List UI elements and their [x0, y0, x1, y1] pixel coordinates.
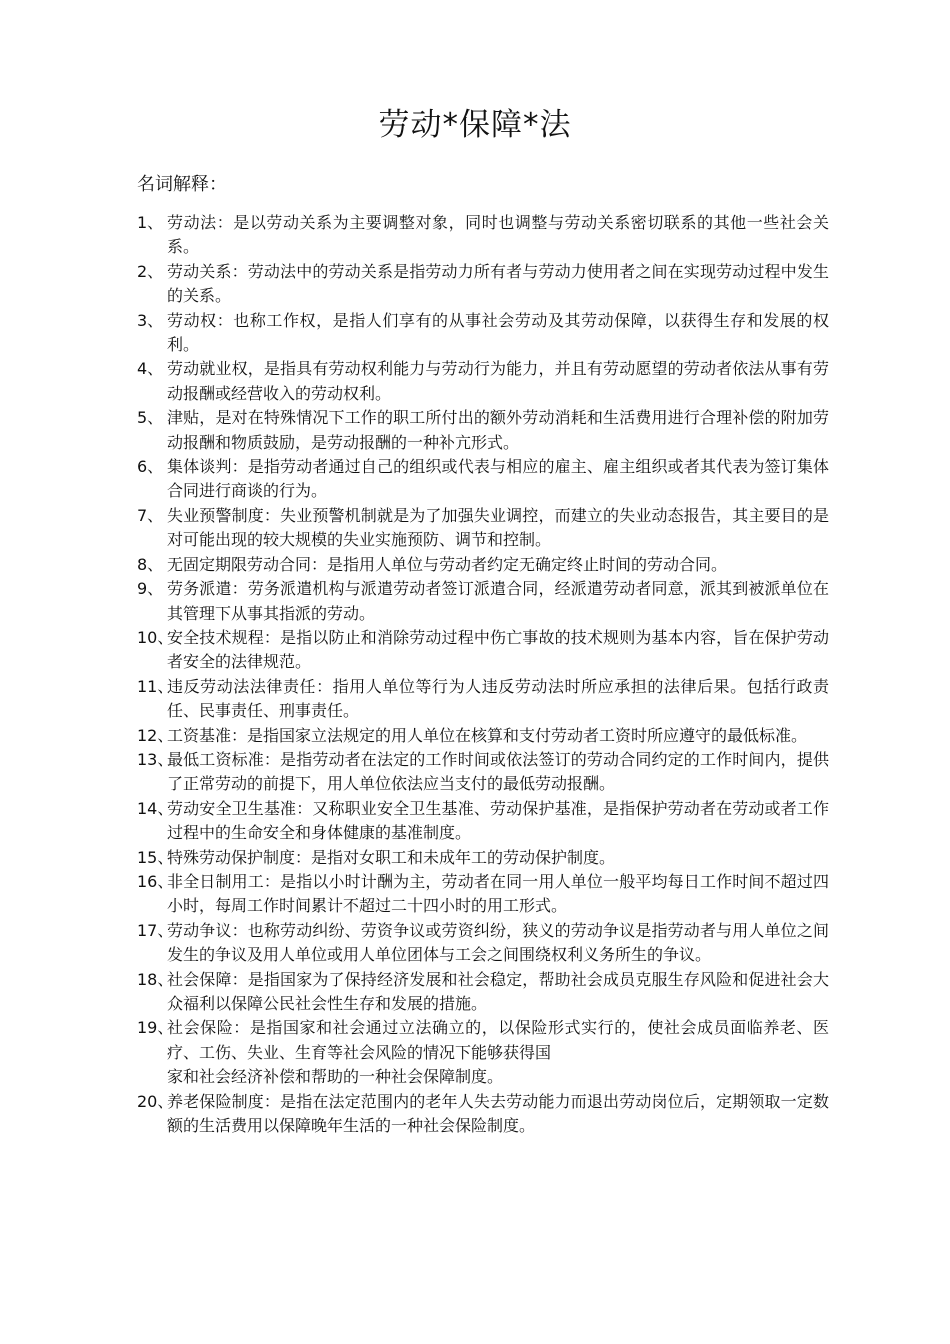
item-text: 社会保险：是指国家和社会通过立法确立的，以保险形式实行的，使社会成员面临养老、医疗、工伤、失业、生育等社会风险的情况下能够获得国: [167, 1018, 829, 1062]
document-title: 劳动*保障*法: [378, 107, 572, 143]
list-item: [137, 748, 829, 797]
list-item: [137, 626, 829, 675]
list-item: [137, 1016, 829, 1089]
item-text: 失业预警制度：失业预警机制就是为了加强失业调控，而建立的失业动态报告，其主要目的是对可能出现的较大规模的失业实施预防、调节和控制。: [167, 505, 829, 550]
item-text: 安全技术规程：是指以防止和消除劳动过程中伤亡事故的技术规则为基本内容，旨在保护劳动者安全的法律规范。: [167, 627, 829, 672]
item-text: 劳动就业权，是指具有劳动权利能力与劳动行为能力，并且有劳动愿望的劳动者依法从事有劳动报酬或经营收入的劳动权利。: [167, 359, 829, 403]
list-item: [137, 870, 829, 919]
item-text: 工资基准：是指国家立法规定的用人单位在核算和支付劳动者工资时所应遵守的最低标准。: [167, 725, 808, 745]
item-number: 17、: [137, 920, 174, 940]
item-number: 19、: [137, 1018, 174, 1038]
list-item: [137, 309, 829, 358]
list-item: [137, 504, 829, 553]
item-text: 劳动权：也称工作权，是指人们享有的从事社会劳动及其劳动保障，以获得生存和发展的权利。: [167, 310, 829, 355]
list-item: [137, 455, 829, 504]
item-text: 劳动争议：也称劳动纠纷、劳资争议或劳资纠纷，狭义的劳动争议是指劳动者与用人单位之间发生的争议及用人单位或用人单位团体与工会之间围绕权利义务所生的争议。: [167, 920, 829, 965]
item-text: 劳动安全卫生基准：又称职业安全卫生基准、劳动保护基准，是指保护劳动者在劳动或者工作过程中的生命安全和身体健康的基准制度。: [167, 798, 829, 843]
item-text: 津贴，是对在特殊情况下工作的职工所付出的额外劳动消耗和生活费用进行合理补偿的附加劳动报酬和物质鼓励，是劳动报酬的一种补亢形式。: [167, 408, 829, 452]
item-number: 1、: [137, 213, 164, 232]
item-number: 12、: [137, 725, 174, 745]
item-number: 3、: [137, 310, 164, 330]
list-item: [137, 1090, 829, 1139]
item-text: 养老保险制度：是指在法定范围内的老年人失去劳动能力而退出劳动岗位后，定期领取一定数额的生活费用以保障晚年生活的一种社会保险制度。: [167, 1091, 829, 1136]
item-number: 6、: [137, 457, 164, 477]
list-item: [137, 211, 829, 260]
list-item: [137, 260, 829, 309]
item-number: 8、: [137, 554, 164, 574]
item-number: 4、: [137, 359, 164, 379]
section-heading: 名词解释：: [137, 174, 227, 195]
item-number: 11、: [137, 676, 174, 696]
item-number: 16、: [137, 871, 174, 891]
item-text: 非全日制用工：是指以小时计酬为主，劳动者在同一用人单位一般平均每日工作时间不超过四小时，每周工作时间累计不超过二十四小时的用工形式。: [167, 871, 829, 916]
list-item: [137, 846, 829, 870]
list-item: [137, 919, 829, 968]
list-item: [137, 357, 829, 406]
item-number: 20、: [137, 1091, 174, 1111]
item-text: 劳务派遣：劳务派遣机构与派遣劳动者签订派遣合同，经派遣劳动者同意，派其到被派单位在其管理下从事其指派的劳动。: [167, 579, 829, 623]
list-item: [137, 675, 829, 724]
item-text: 社会保障：是指国家为了保持经济发展和社会稳定，帮助社会成员克服生存风险和促进社会大众福利以保障公民社会性生存和发展的措施。: [167, 969, 829, 1013]
item-number: 2、: [137, 261, 164, 281]
item-number: 13、: [137, 749, 174, 769]
item-text: 最低工资标准：是指劳动者在法定的工作时间或依法签订的劳动合同约定的工作时间内，提供了正常劳动的前提下，用人单位依法应当支付的最低劳动报酬。: [167, 749, 829, 794]
list-item: [137, 797, 829, 846]
list-item: [137, 968, 829, 1017]
item-text: 劳动关系：劳动法中的劳动关系是指劳动力所有者与劳动力使用者之间在实现劳动过程中发生的关系。: [167, 261, 829, 306]
item-text: 特殊劳动保护制度：是指对女职工和未成年工的劳动保护制度。: [167, 847, 616, 867]
item-text: 无固定期限劳动合同：是指用人单位与劳动者约定无确定终止时间的劳动合同。: [167, 554, 728, 574]
list-item: [137, 577, 829, 626]
item-number: 14、: [137, 798, 174, 818]
term-list: [137, 211, 829, 1138]
list-item: [137, 406, 829, 455]
item-number: 5、: [137, 408, 164, 428]
list-item: [137, 553, 829, 577]
item-number: 9、: [137, 579, 164, 599]
item-text: 集体谈判：是指劳动者通过自己的组织或代表与相应的雇主、雇主组织或者其代表为签订集体合同进行商谈的行为。: [167, 457, 829, 501]
item-number: 7、: [137, 505, 164, 525]
item-number: 10、: [137, 627, 174, 647]
item-number: 15、: [137, 847, 174, 867]
list-item: [137, 724, 829, 748]
item-text: 违反劳动法法律责任：指用人单位等行为人违反劳动法时所应承担的法律后果。包括行政责任、民事责任、刑事责任。: [167, 676, 829, 721]
item-number: 18、: [137, 969, 174, 989]
item-text: 劳动法：是以劳动关系为主要调整对象，同时也调整与劳动关系密切联系的其他一些社会关系。: [167, 213, 829, 257]
item-text-continuation: 家和社会经济补偿和帮助的一种社会保障制度。: [167, 1067, 504, 1087]
